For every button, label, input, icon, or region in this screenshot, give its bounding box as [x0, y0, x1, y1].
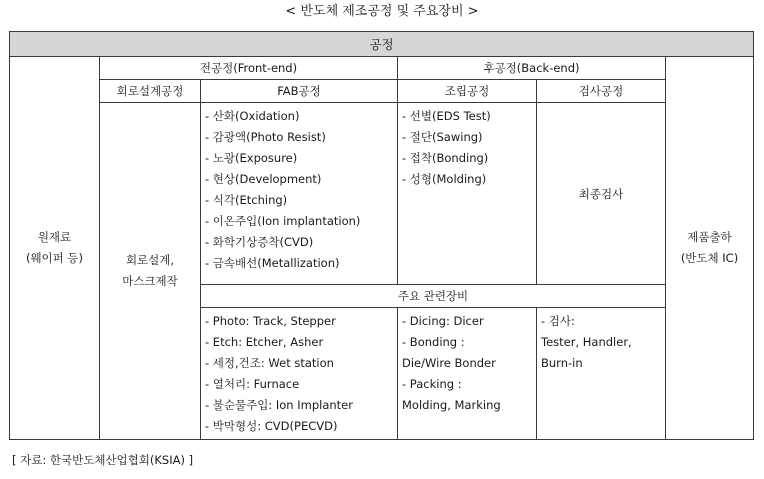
list-item: - 현상(Development) [205, 172, 322, 186]
list-item: Burn-in [541, 356, 583, 370]
list-item: - 불순물주입: Ion Implanter [205, 398, 353, 412]
list-item: - 화학기상증착(CVD) [205, 235, 314, 249]
test-equipment-cell [537, 308, 666, 440]
assembly-steps-cell [398, 103, 537, 285]
product-label: 제품출하 [687, 230, 732, 244]
list-item: - Dicing: Dicer [402, 314, 484, 328]
circuit-design-header: 회로설계공정 [100, 80, 201, 103]
circuit-design-line: 마스크제작 [122, 274, 178, 288]
list-item: - 금속배선(Metallization) [205, 256, 340, 270]
circuit-design-cell [100, 103, 201, 440]
fab-equipment-cell [201, 308, 398, 440]
list-item: Die/Wire Bonder [402, 356, 496, 370]
list-item: - 검사: [541, 314, 575, 328]
assembly-equipment-cell [398, 308, 537, 440]
list-item: - 이온주입(Ion implantation) [205, 214, 361, 228]
process-header: 공정 [10, 32, 754, 57]
source-note: [ 자료: 한국반도체산업협회(KSIA) ] [12, 453, 194, 467]
front-end-header: 전공정(Front-end) [100, 57, 398, 80]
equipment-header: 주요 관련장비 [201, 285, 666, 308]
assembly-header: 조립공정 [398, 80, 537, 103]
list-item: - 열처리: Furnace [205, 377, 300, 391]
final-test-cell: 최종검사 [537, 103, 666, 285]
list-item: - 식각(Etching) [205, 193, 288, 207]
list-item: - 산화(Oxidation) [205, 109, 300, 123]
back-end-header: 후공정(Back-end) [398, 57, 666, 80]
list-item: - Photo: Track, Stepper [205, 314, 336, 328]
circuit-design-line: 회로설계, [125, 253, 175, 267]
list-item: - 감광액(Photo Resist) [205, 130, 326, 144]
list-item: - 선별(EDS Test) [402, 109, 491, 123]
raw-material-label: 원재료 [37, 230, 72, 244]
list-item: - 박막형성: CVD(PECVD) [205, 419, 338, 433]
product-cell [666, 57, 754, 440]
fab-steps-cell [201, 103, 398, 285]
fab-header: FAB공정 [201, 80, 398, 103]
process-table [9, 31, 754, 440]
list-item: - 성형(Molding) [402, 172, 487, 186]
product-sub: (반도체 IC) [680, 251, 739, 265]
page-title: < 반도체 제조공정 및 주요장비 > [285, 4, 479, 19]
list-item: - Etch: Etcher, Asher [205, 335, 324, 349]
raw-material-sub: (웨이퍼 등) [25, 251, 84, 265]
list-item: - 절단(Sawing) [402, 130, 483, 144]
list-item: - 세정,건조: Wet station [205, 356, 334, 370]
raw-material-cell [10, 57, 100, 440]
list-item: Molding, Marking [402, 398, 501, 412]
list-item: - 접착(Bonding) [402, 151, 489, 165]
list-item: - Packing : [402, 377, 462, 391]
test-header: 검사공정 [537, 80, 666, 103]
list-item: Tester, Handler, [541, 335, 632, 349]
list-item: - Bonding : [402, 335, 465, 349]
list-item: - 노광(Exposure) [205, 151, 298, 165]
